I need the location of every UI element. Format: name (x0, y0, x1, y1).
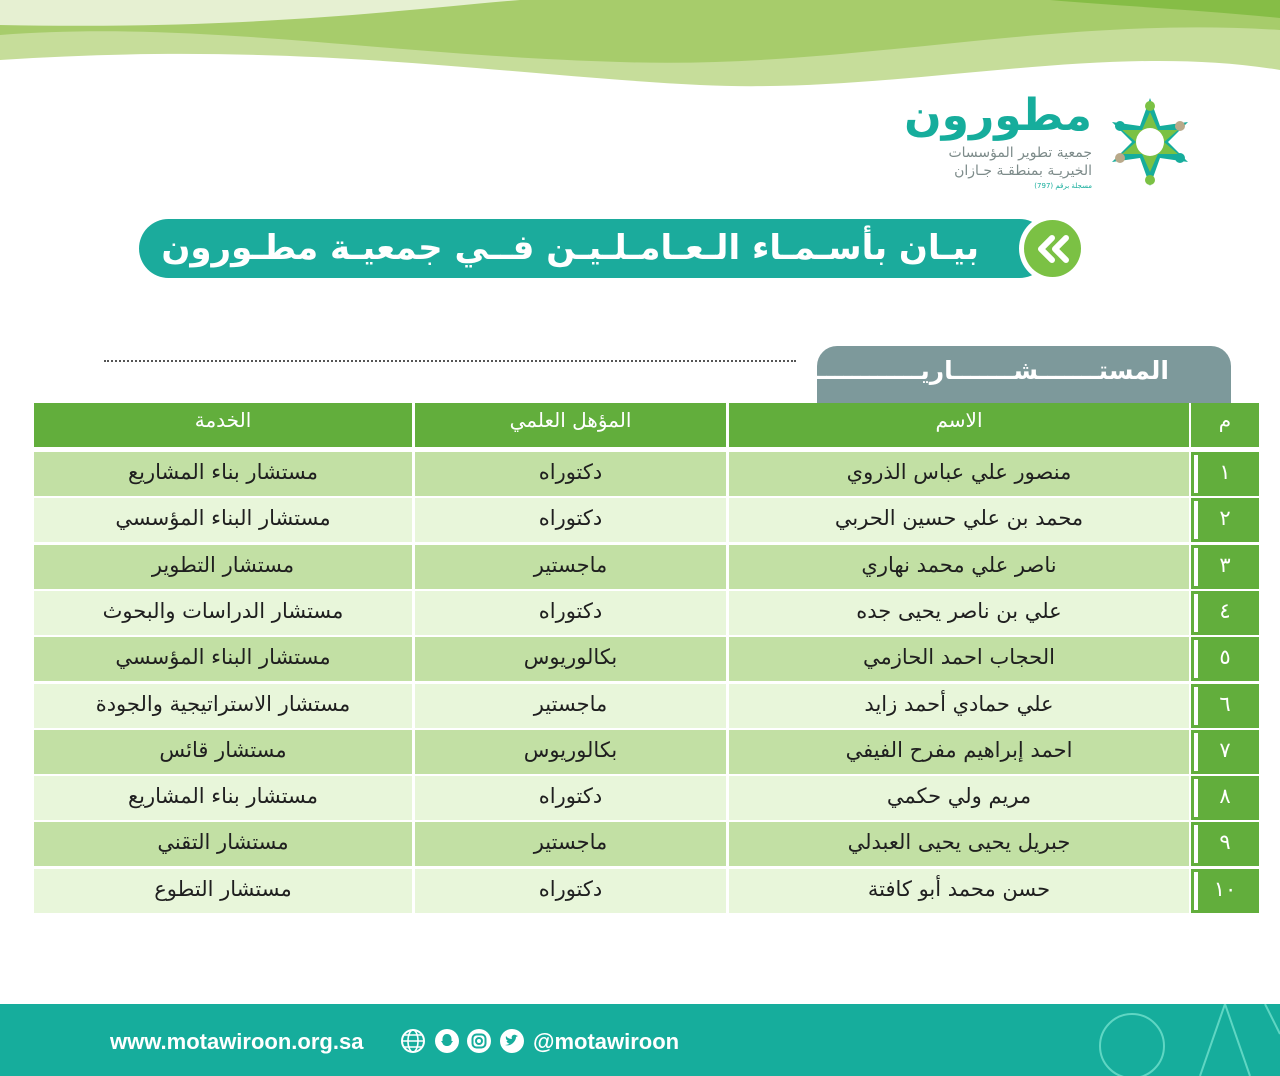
table-row (34, 637, 1259, 681)
row-number (1191, 498, 1259, 542)
row-number-stripe (1194, 779, 1198, 817)
row-service: مستشار البناء المؤسسي (34, 498, 412, 542)
row-service: مستشار بناء المشاريع (34, 452, 412, 496)
row-number (1191, 730, 1259, 774)
row-number-text: ١ (1219, 460, 1231, 484)
brand-logo (862, 90, 1192, 196)
row-qualification: بكالوريوس (415, 637, 726, 681)
row-number-text: ٨ (1219, 784, 1231, 808)
row-service: مستشار بناء المشاريع (34, 776, 412, 820)
brand-subtitle-line1: جمعية تطوير المؤسسات (948, 145, 1092, 161)
row-number-stripe (1194, 548, 1198, 586)
title-banner (139, 219, 1049, 278)
row-number-stripe (1194, 455, 1198, 493)
row-qualification: ماجستير (415, 545, 726, 589)
row-number-stripe (1194, 687, 1198, 725)
row-service: مستشار الاستراتيجية والجودة (34, 684, 412, 728)
footer-decoration (1090, 1004, 1280, 1076)
double-chevron-icon (1035, 234, 1071, 264)
table-header-row (34, 403, 1259, 447)
footer-bar (0, 1004, 1280, 1076)
row-qualification: دكتوراه (415, 776, 726, 820)
social-handle[interactable]: @motawiroon (533, 1029, 680, 1054)
table-row (34, 776, 1259, 820)
row-qualification: دكتوراه (415, 869, 726, 913)
row-qualification: بكالوريوس (415, 730, 726, 774)
row-number (1191, 869, 1259, 913)
table-row (34, 684, 1259, 728)
row-number (1191, 452, 1259, 496)
row-name: محمد بن علي حسين الحربي (729, 498, 1189, 542)
header-service: الخدمة (34, 403, 412, 447)
row-number-text: ٢ (1219, 506, 1231, 530)
row-name: جبريل يحيى يحيى العبدلي (729, 822, 1189, 866)
row-name: علي حمادي أحمد زايد (729, 684, 1189, 728)
row-number-text: ٩ (1219, 830, 1231, 854)
row-number-stripe (1194, 825, 1198, 863)
row-service: مستشار الدراسات والبحوث (34, 591, 412, 635)
twitter-icon[interactable] (499, 1028, 525, 1054)
row-number-stripe (1194, 594, 1198, 632)
header-num: م (1191, 403, 1259, 447)
row-qualification: دكتوراه (415, 452, 726, 496)
brand-name: مطورون (904, 90, 1092, 141)
row-number (1191, 591, 1259, 635)
star-logo-icon (1108, 96, 1192, 188)
section-label: المستـــــــشـــــــاريــــــــــــن (795, 356, 1169, 385)
row-name: احمد إبراهيم مفرح الفيفي (729, 730, 1189, 774)
table-row (34, 545, 1259, 589)
row-service: مستشار التقني (34, 822, 412, 866)
row-number (1191, 637, 1259, 681)
row-qualification: دكتوراه (415, 498, 726, 542)
table-row (34, 498, 1259, 542)
table-row (34, 452, 1259, 496)
row-number-stripe (1194, 501, 1198, 539)
row-name: حسن محمد أبو كافتة (729, 869, 1189, 913)
row-qualification: دكتوراه (415, 591, 726, 635)
table-row (34, 730, 1259, 774)
row-qualification: ماجستير (415, 822, 726, 866)
row-number (1191, 684, 1259, 728)
globe-icon[interactable] (400, 1028, 426, 1054)
section-tab (795, 346, 1231, 403)
brand-subtitle-line2: الخيريـة بمنطقـة جـازان (954, 163, 1092, 179)
table-row (34, 822, 1259, 866)
table-row (34, 591, 1259, 635)
row-number-text: ٦ (1219, 692, 1231, 716)
row-name: منصور علي عباس الذروي (729, 452, 1189, 496)
row-name: ناصر علي محمد نهاري (729, 545, 1189, 589)
section-divider (104, 360, 796, 362)
row-name: الحجاب احمد الحازمي (729, 637, 1189, 681)
row-service: مستشار البناء المؤسسي (34, 637, 412, 681)
snapchat-icon[interactable] (434, 1028, 460, 1054)
row-number-text: ٥ (1219, 645, 1231, 669)
brand-registration: مسجلة برقم (797) (1034, 182, 1092, 190)
row-number-stripe (1194, 733, 1198, 771)
header-qualification: المؤهل العلمي (415, 403, 726, 447)
row-number (1191, 822, 1259, 866)
header-name: الاسم (729, 403, 1189, 447)
instagram-icon[interactable] (466, 1028, 492, 1054)
row-number-text: ٣ (1219, 553, 1231, 577)
row-number-text: ٧ (1219, 738, 1231, 762)
row-qualification: ماجستير (415, 684, 726, 728)
brand-subtitle (872, 144, 1092, 180)
row-service: مستشار التطوع (34, 869, 412, 913)
title-badge (1019, 215, 1086, 282)
website-link[interactable]: www.motawiroon.org.sa (110, 1029, 364, 1054)
page-title: بيـان بأسـمـاء الـعـامـلـيـن فــي جمعيـة مطـورون (161, 228, 979, 268)
row-number-text: ٤ (1219, 599, 1231, 623)
row-number-stripe (1194, 872, 1198, 910)
row-number (1191, 776, 1259, 820)
row-service: مستشار التطوير (34, 545, 412, 589)
row-number-text: ١٠ (1213, 877, 1237, 901)
table-row (34, 869, 1259, 913)
row-number-stripe (1194, 640, 1198, 678)
row-name: علي بن ناصر يحيى جده (729, 591, 1189, 635)
row-number (1191, 545, 1259, 589)
row-name: مريم ولي حكمي (729, 776, 1189, 820)
row-service: مستشار قائس (34, 730, 412, 774)
